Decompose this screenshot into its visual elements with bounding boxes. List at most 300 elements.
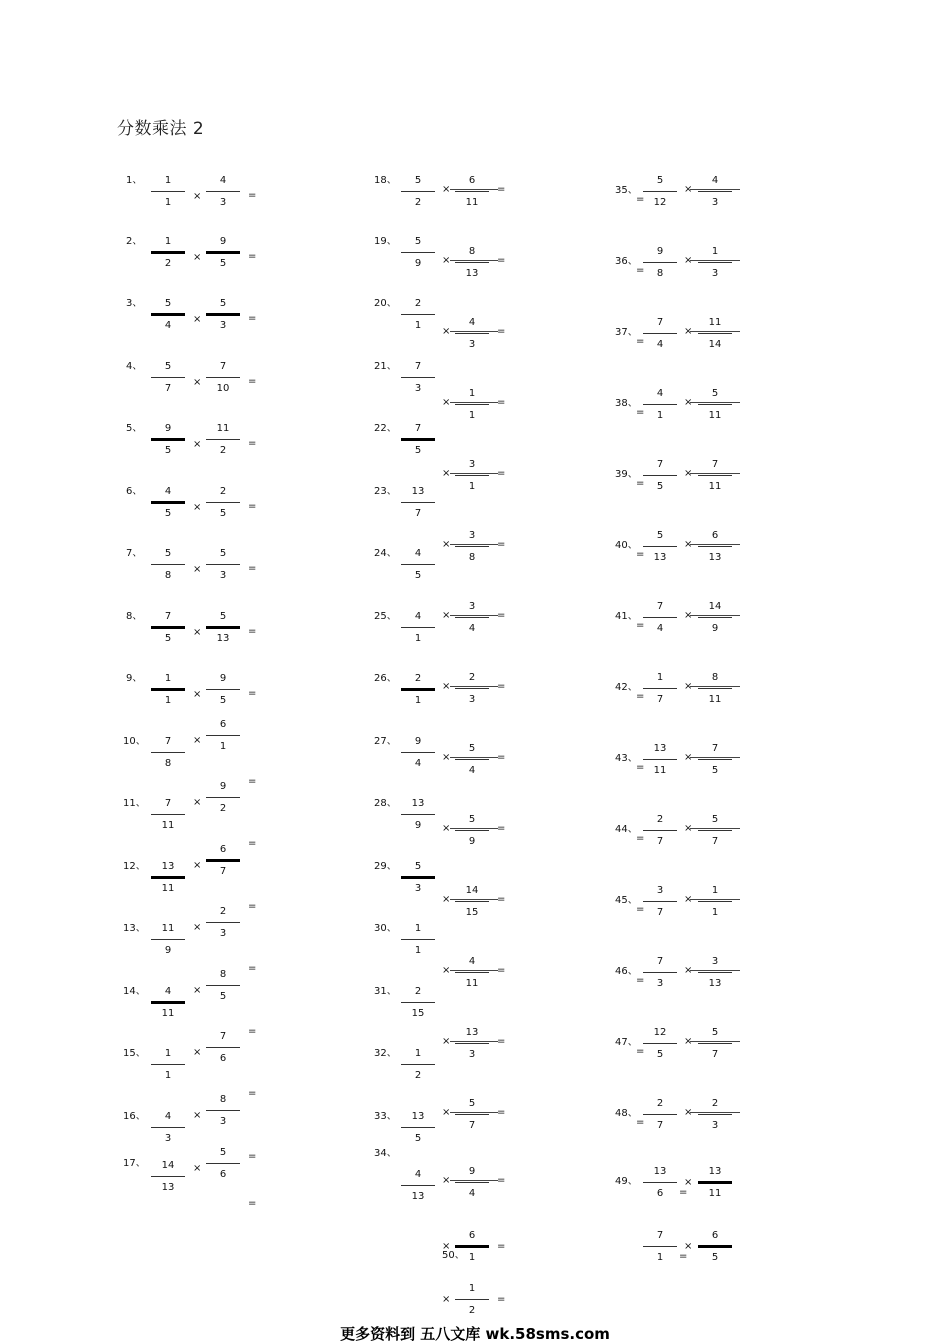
denominator: 5	[414, 570, 422, 581]
fraction-bar	[206, 859, 240, 862]
fraction-b	[206, 719, 240, 753]
fraction-bar	[643, 475, 677, 476]
fraction-a	[401, 423, 435, 457]
numerator: 4	[164, 486, 172, 497]
numerator: 1	[711, 246, 719, 257]
numerator: 1	[164, 236, 172, 247]
fraction-b	[206, 548, 240, 582]
denominator: 3	[414, 383, 422, 394]
fraction-b	[455, 246, 489, 280]
problem-number: 43、	[615, 753, 638, 764]
numerator: 13	[411, 486, 425, 497]
times-sign: ×	[684, 752, 693, 763]
fraction-bar	[401, 377, 435, 378]
denominator: 1	[468, 1252, 476, 1263]
fraction-bar	[206, 564, 240, 565]
denominator: 7	[219, 866, 227, 877]
fraction-bar	[698, 688, 732, 689]
equals-sign: =	[248, 838, 257, 849]
numerator: 5	[414, 861, 422, 872]
numerator: 9	[468, 1166, 476, 1177]
equals-sign: =	[636, 620, 645, 631]
denominator: 11	[653, 765, 667, 776]
numerator: 4	[164, 1111, 172, 1122]
denominator: 11	[161, 1008, 175, 1019]
fraction-bar	[643, 688, 677, 689]
numerator: 3	[468, 459, 476, 470]
fraction-a	[151, 611, 185, 645]
fraction-bar	[698, 759, 732, 760]
equals-sign: =	[248, 190, 257, 201]
numerator: 2	[414, 986, 422, 997]
denominator: 1	[219, 741, 227, 752]
times-sign: ×	[193, 689, 202, 700]
times-sign: ×	[684, 397, 693, 408]
fraction-a	[151, 798, 185, 832]
fraction-bar	[401, 876, 435, 879]
denominator: 10	[216, 383, 230, 394]
numerator: 14	[708, 601, 722, 612]
fraction-b	[206, 298, 240, 332]
numerator: 6	[219, 719, 227, 730]
equals-sign: =	[248, 438, 257, 449]
fraction-a	[151, 923, 185, 957]
times-sign: ×	[193, 191, 202, 202]
denominator: 1	[414, 695, 422, 706]
numerator: 4	[468, 317, 476, 328]
fraction-bar	[206, 502, 240, 503]
numerator: 8	[468, 246, 476, 257]
equals-sign: =	[248, 688, 257, 699]
numerator: 6	[711, 530, 719, 541]
denominator: 2	[468, 1305, 476, 1316]
fraction-a	[643, 1230, 677, 1264]
times-sign: ×	[193, 627, 202, 638]
fraction-bar	[151, 313, 185, 316]
fraction-bar	[643, 617, 677, 618]
fraction-bar	[643, 191, 677, 192]
denominator: 7	[414, 508, 422, 519]
numerator: 13	[653, 1166, 667, 1177]
fraction-bar	[698, 1245, 732, 1248]
equals-sign: =	[497, 539, 506, 550]
fraction-bar	[455, 901, 489, 902]
equals-sign: =	[497, 1241, 506, 1252]
denominator: 3	[468, 339, 476, 350]
fraction-b	[698, 743, 732, 777]
numerator: 3	[711, 956, 719, 967]
numerator: 13	[161, 861, 175, 872]
fraction-b	[206, 906, 240, 940]
equals-sign: =	[497, 468, 506, 479]
fraction-a	[151, 1160, 185, 1194]
numerator: 1	[711, 885, 719, 896]
fraction-b	[698, 388, 732, 422]
fraction-a	[401, 673, 435, 707]
fraction-a	[401, 736, 435, 770]
times-sign: ×	[684, 539, 693, 550]
fraction-bar	[206, 922, 240, 923]
fraction-bar	[643, 1043, 677, 1044]
times-sign: ×	[442, 468, 451, 479]
denominator: 3	[468, 694, 476, 705]
problem-number: 31、	[374, 986, 397, 997]
fraction-rule	[450, 1112, 498, 1113]
page-title: 分数乘法 2	[117, 119, 205, 139]
numerator: 5	[656, 175, 664, 186]
times-sign: ×	[684, 1036, 693, 1047]
times-sign: ×	[684, 255, 693, 266]
numerator: 5	[711, 388, 719, 399]
fraction-a	[151, 1048, 185, 1082]
fraction-rule	[450, 1180, 498, 1181]
equals-sign: =	[248, 251, 257, 262]
fraction-a	[151, 1111, 185, 1145]
fraction-b	[455, 601, 489, 635]
problem-number: 30、	[374, 923, 397, 934]
problem-number: 47、	[615, 1037, 638, 1048]
fraction-rule	[450, 1041, 498, 1042]
numerator: 1	[656, 672, 664, 683]
numerator: 4	[414, 548, 422, 559]
fraction-a	[643, 1098, 677, 1132]
denominator: 11	[465, 978, 479, 989]
numerator: 1	[164, 673, 172, 684]
equals-sign: =	[636, 1117, 645, 1128]
denominator: 8	[164, 758, 172, 769]
fraction-b	[455, 175, 489, 209]
fraction-bar	[698, 830, 732, 831]
numerator: 7	[414, 423, 422, 434]
fraction-rule	[450, 828, 498, 829]
denominator: 3	[219, 197, 227, 208]
equals-sign: =	[497, 326, 506, 337]
fraction-b	[206, 236, 240, 270]
denominator: 11	[708, 410, 722, 421]
denominator: 7	[656, 694, 664, 705]
numerator: 7	[711, 459, 719, 470]
fraction-rule	[450, 544, 498, 545]
fraction-rule	[450, 615, 498, 616]
denominator: 11	[708, 481, 722, 492]
numerator: 4	[656, 388, 664, 399]
equals-sign: =	[636, 691, 645, 702]
problem-number: 16、	[123, 1111, 146, 1122]
equals-sign: =	[497, 1036, 506, 1047]
fraction-b	[206, 781, 240, 815]
fraction-bar	[401, 939, 435, 940]
fraction-b	[698, 814, 732, 848]
numerator: 5	[468, 743, 476, 754]
times-sign: ×	[442, 255, 451, 266]
equals-sign: =	[248, 313, 257, 324]
numerator: 1	[414, 1048, 422, 1059]
fraction-a	[151, 548, 185, 582]
problem-number: 35、	[615, 185, 638, 196]
equals-sign: =	[497, 397, 506, 408]
times-sign: ×	[193, 502, 202, 513]
denominator: 5	[711, 765, 719, 776]
numerator: 7	[656, 317, 664, 328]
fraction-b	[698, 1230, 732, 1264]
fraction-b	[206, 611, 240, 645]
fraction-bar	[455, 1043, 489, 1044]
problem-number: 15、	[123, 1048, 146, 1059]
problem-number: 46、	[615, 966, 638, 977]
fraction-b	[455, 885, 489, 919]
problem-number: 32、	[374, 1048, 397, 1059]
numerator: 14	[161, 1160, 175, 1171]
times-sign: ×	[442, 681, 451, 692]
fraction-b	[455, 388, 489, 422]
fraction-bar	[206, 1163, 240, 1164]
equals-sign: =	[497, 752, 506, 763]
fraction-b	[206, 1031, 240, 1065]
numerator: 9	[219, 781, 227, 792]
denominator: 6	[656, 1188, 664, 1199]
fraction-bar	[455, 830, 489, 831]
fraction-b	[698, 1098, 732, 1132]
fraction-bar	[151, 1127, 185, 1128]
fraction-rule	[450, 473, 498, 474]
fraction-b	[455, 1283, 489, 1317]
numerator: 1	[164, 175, 172, 186]
equals-sign: =	[636, 478, 645, 489]
equals-sign: =	[636, 549, 645, 560]
fraction-bar	[206, 689, 240, 690]
fraction-b	[206, 844, 240, 878]
denominator: 7	[656, 1120, 664, 1131]
fraction-bar	[698, 404, 732, 405]
numerator: 4	[164, 986, 172, 997]
numerator: 5	[468, 814, 476, 825]
fraction-b	[206, 361, 240, 395]
problem-number: 8、	[126, 611, 143, 622]
fraction-b	[698, 885, 732, 919]
denominator: 11	[708, 694, 722, 705]
numerator: 2	[656, 1098, 664, 1109]
fraction-a	[401, 861, 435, 895]
fraction-a	[151, 298, 185, 332]
denominator: 1	[468, 410, 476, 421]
fraction-bar	[151, 1064, 185, 1065]
times-sign: ×	[684, 823, 693, 834]
numerator: 9	[656, 246, 664, 257]
numerator: 7	[656, 459, 664, 470]
fraction-bar	[206, 626, 240, 629]
fraction-rule	[450, 757, 498, 758]
denominator: 7	[164, 383, 172, 394]
times-sign: ×	[442, 1107, 451, 1118]
fraction-a	[401, 611, 435, 645]
denominator: 1	[164, 1070, 172, 1081]
denominator: 13	[465, 268, 479, 279]
fraction-a	[401, 486, 435, 520]
fraction-bar	[401, 191, 435, 192]
numerator: 2	[219, 906, 227, 917]
fraction-bar	[643, 333, 677, 334]
numerator: 9	[219, 236, 227, 247]
denominator: 3	[164, 1133, 172, 1144]
equals-sign: =	[497, 1175, 506, 1186]
denominator: 7	[656, 836, 664, 847]
times-sign: ×	[442, 1036, 451, 1047]
problem-number: 37、	[615, 327, 638, 338]
times-sign: ×	[442, 184, 451, 195]
times-sign: ×	[442, 1294, 451, 1305]
numerator: 11	[708, 317, 722, 328]
denominator: 5	[164, 508, 172, 519]
problem-number: 1、	[126, 175, 143, 186]
denominator: 1	[468, 481, 476, 492]
numerator: 1	[414, 923, 422, 934]
denominator: 1	[656, 410, 664, 421]
problem-number: 11、	[123, 798, 146, 809]
fraction-bar	[698, 333, 732, 334]
times-sign: ×	[442, 1241, 451, 1252]
fraction-b	[455, 814, 489, 848]
problem-number: 19、	[374, 236, 397, 247]
fraction-bar	[401, 1127, 435, 1128]
denominator: 5	[414, 445, 422, 456]
times-sign: ×	[193, 1110, 202, 1121]
numerator: 7	[219, 361, 227, 372]
equals-sign: =	[497, 610, 506, 621]
numerator: 7	[164, 611, 172, 622]
denominator: 4	[468, 765, 476, 776]
fraction-a	[643, 175, 677, 209]
fraction-a	[643, 601, 677, 635]
fraction-bar	[401, 564, 435, 565]
fraction-a	[643, 885, 677, 919]
times-sign: ×	[684, 326, 693, 337]
numerator: 13	[465, 1027, 479, 1038]
equals-sign: =	[636, 336, 645, 347]
denominator: 3	[414, 883, 422, 894]
numerator: 14	[465, 885, 479, 896]
problem-number: 33、	[374, 1111, 397, 1122]
numerator: 2	[414, 673, 422, 684]
fraction-bar	[151, 752, 185, 753]
problem-number: 4、	[126, 361, 143, 372]
equals-sign: =	[636, 833, 645, 844]
equals-sign: =	[248, 626, 257, 637]
numerator: 1	[164, 1048, 172, 1059]
numerator: 8	[711, 672, 719, 683]
equals-sign: =	[248, 963, 257, 974]
denominator: 5	[219, 991, 227, 1002]
fraction-bar	[401, 627, 435, 628]
numerator: 2	[219, 486, 227, 497]
problem-number: 38、	[615, 398, 638, 409]
problem-number: 12、	[123, 861, 146, 872]
times-sign: ×	[442, 610, 451, 621]
fraction-rule	[450, 899, 498, 900]
denominator: 5	[164, 633, 172, 644]
problem-number: 23、	[374, 486, 397, 497]
numerator: 4	[711, 175, 719, 186]
denominator: 9	[164, 945, 172, 956]
equals-sign: =	[497, 184, 506, 195]
denominator: 8	[164, 570, 172, 581]
numerator: 7	[164, 798, 172, 809]
fraction-bar	[151, 191, 185, 192]
times-sign: ×	[193, 922, 202, 933]
problem-number: 7、	[126, 548, 143, 559]
times-sign: ×	[684, 965, 693, 976]
denominator: 1	[414, 320, 422, 331]
denominator: 5	[656, 1049, 664, 1060]
times-sign: ×	[684, 1241, 693, 1252]
fraction-bar	[455, 262, 489, 263]
fraction-bar	[401, 1185, 435, 1186]
fraction-bar	[455, 972, 489, 973]
numerator: 3	[468, 601, 476, 612]
fraction-rule	[450, 686, 498, 687]
equals-sign: =	[248, 901, 257, 912]
equals-sign: =	[497, 681, 506, 692]
denominator: 3	[468, 1049, 476, 1060]
times-sign: ×	[193, 1047, 202, 1058]
fraction-b	[455, 317, 489, 351]
fraction-a	[151, 361, 185, 395]
problem-number: 17、	[123, 1158, 146, 1169]
times-sign: ×	[442, 539, 451, 550]
times-sign: ×	[684, 681, 693, 692]
fraction-bar	[643, 901, 677, 902]
fraction-bar	[206, 1110, 240, 1111]
numerator: 12	[653, 1027, 667, 1038]
denominator: 3	[711, 268, 719, 279]
equals-sign: =	[248, 1151, 257, 1162]
denominator: 4	[656, 339, 664, 350]
fraction-bar	[643, 1114, 677, 1115]
fraction-b	[698, 672, 732, 706]
fraction-bar	[151, 688, 185, 691]
denominator: 8	[656, 268, 664, 279]
fraction-bar	[206, 313, 240, 316]
numerator: 5	[219, 298, 227, 309]
denominator: 2	[219, 445, 227, 456]
fraction-rule	[450, 331, 498, 332]
fraction-a	[401, 548, 435, 582]
fraction-bar	[698, 901, 732, 902]
times-sign: ×	[193, 314, 202, 325]
denominator: 1	[164, 197, 172, 208]
fraction-bar	[206, 191, 240, 192]
denominator: 13	[411, 1191, 425, 1202]
fraction-b	[455, 1027, 489, 1061]
fraction-bar	[698, 1114, 732, 1115]
problem-number: 28、	[374, 798, 397, 809]
denominator: 13	[708, 978, 722, 989]
numerator: 1	[468, 1283, 476, 1294]
equals-sign: =	[248, 563, 257, 574]
fraction-a	[151, 236, 185, 270]
fraction-bar	[698, 191, 732, 192]
numerator: 4	[414, 611, 422, 622]
fraction-bar	[151, 564, 185, 565]
times-sign: ×	[193, 439, 202, 450]
fraction-a	[643, 1027, 677, 1061]
denominator: 13	[216, 633, 230, 644]
fraction-b	[455, 743, 489, 777]
numerator: 8	[219, 1094, 227, 1105]
fraction-b	[698, 175, 732, 209]
fraction-bar	[455, 1245, 489, 1248]
times-sign: ×	[684, 1177, 693, 1188]
denominator: 9	[414, 258, 422, 269]
